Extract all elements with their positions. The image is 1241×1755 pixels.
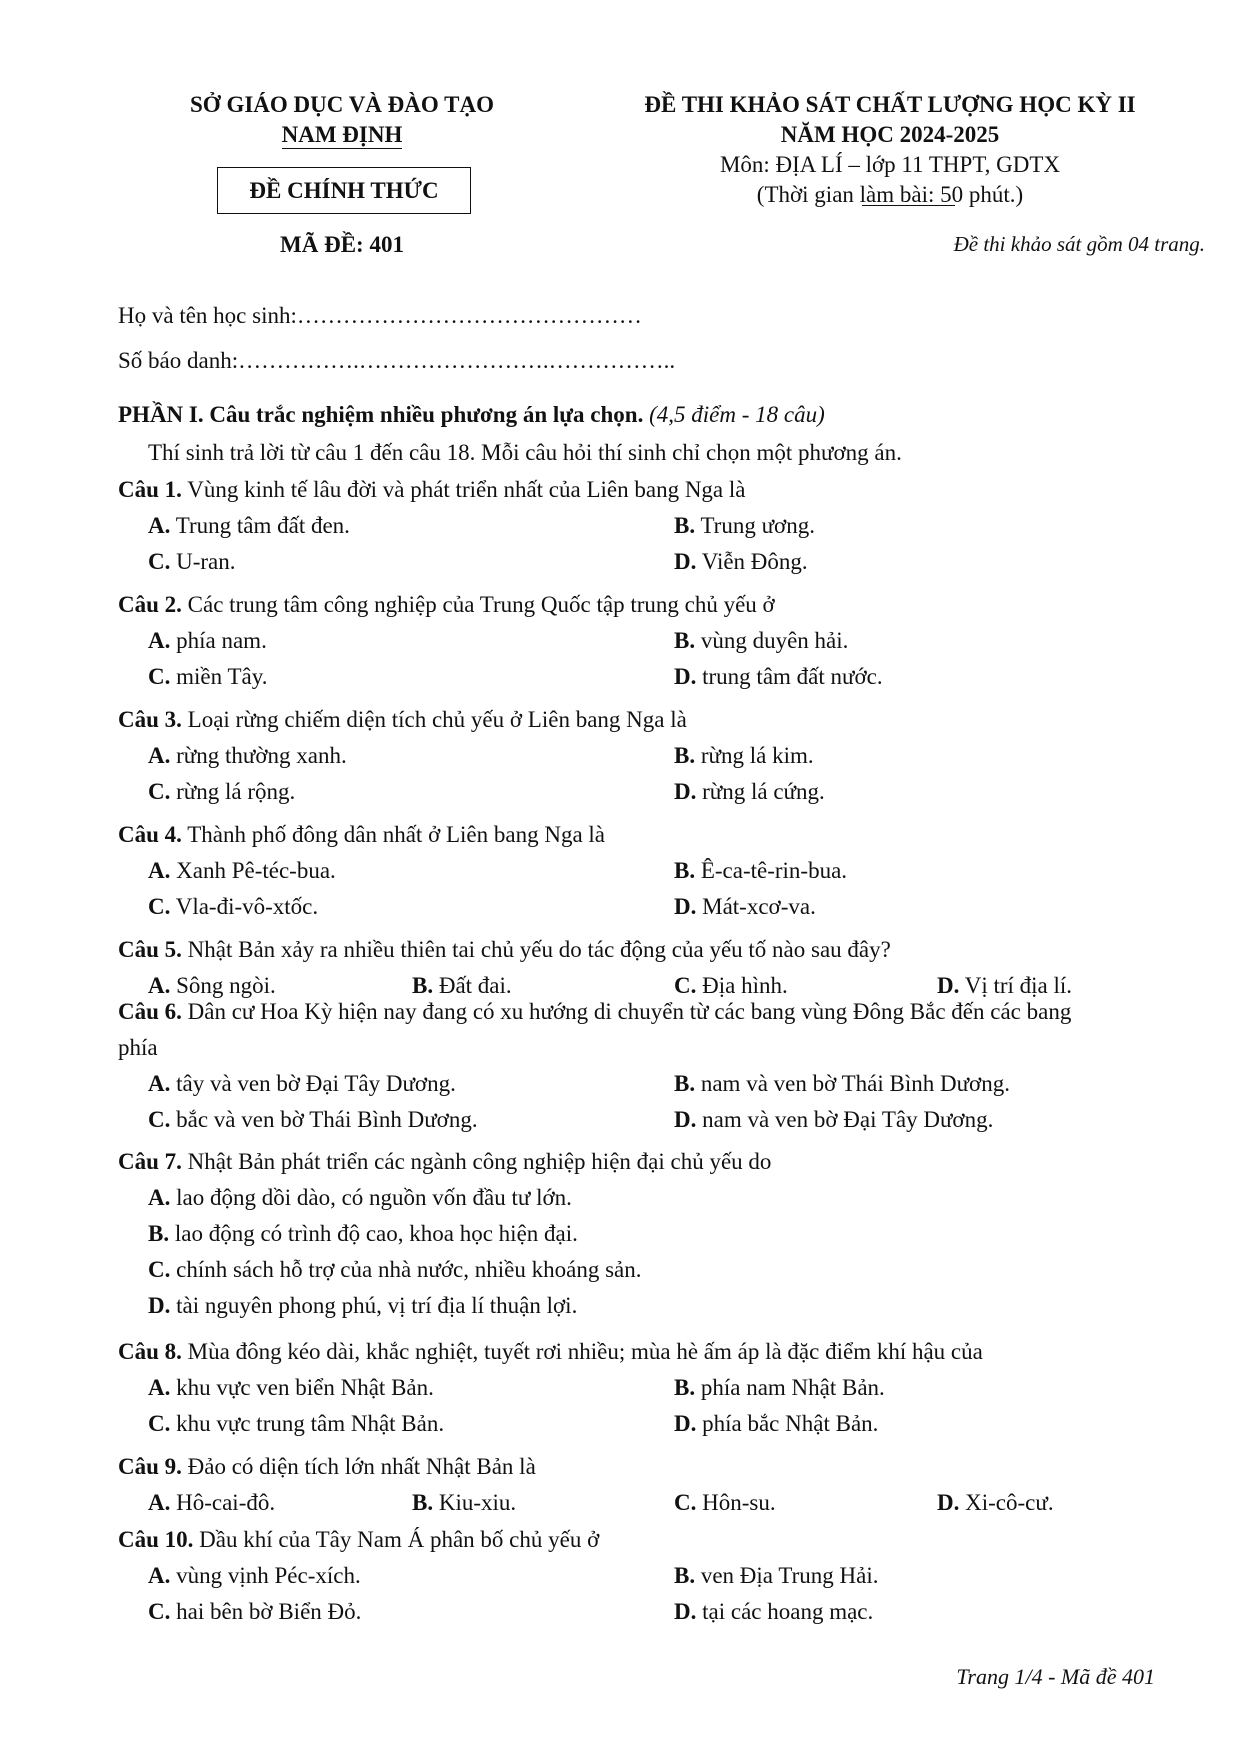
- option-text: vùng vịnh Péc-xích.: [176, 1563, 361, 1588]
- answer-option: [674, 1563, 878, 1589]
- option-text: rừng thường xanh.: [176, 743, 347, 768]
- part-instruction: Thí sinh trả lời từ câu 1 đến câu 18. Mỗi câu hỏi thí sinh chỉ chọn một phương án.: [148, 440, 902, 465]
- answer-option: [148, 1563, 361, 1589]
- answer-option: [148, 1221, 578, 1247]
- answer-option: [412, 973, 512, 999]
- option-key: D.: [937, 973, 960, 998]
- option-key: B.: [674, 513, 696, 538]
- pages-note: Đề thi khảo sát gồm 04 trang.: [953, 232, 1205, 256]
- answer-option: [412, 1490, 516, 1516]
- answer-option: [148, 1490, 275, 1516]
- option-key: A.: [148, 743, 171, 768]
- answer-option: [148, 1071, 456, 1097]
- option-text: rừng lá kim.: [700, 743, 814, 768]
- question-stem: [118, 1527, 599, 1553]
- option-text: vùng duyên hải.: [700, 628, 849, 653]
- answer-option: [148, 1257, 641, 1283]
- question-label: Câu 6.: [118, 999, 182, 1024]
- question-text: Loại rừng chiếm diện tích chủ yếu ở Liên bang Nga là: [187, 707, 687, 732]
- option-key: B.: [674, 1563, 696, 1588]
- answer-option: [674, 1599, 873, 1625]
- answer-option: [937, 973, 1072, 999]
- option-key: C.: [148, 1257, 171, 1282]
- answer-option: [674, 973, 788, 999]
- option-text: Vị trí địa lí.: [964, 973, 1073, 998]
- answer-option: [674, 1411, 878, 1437]
- question-text: Mùa đông kéo dài, khắc nghiệt, tuyết rơi nhiều; mùa hè ấm áp là đặc điểm khí hậu của: [187, 1339, 983, 1364]
- option-text: nam và ven bờ Đại Tây Dương.: [702, 1107, 994, 1132]
- option-key: C.: [148, 1411, 171, 1436]
- question-label: Câu 2.: [118, 592, 182, 617]
- option-key: A.: [148, 628, 171, 653]
- option-key: B.: [412, 1490, 434, 1515]
- answer-option: [674, 664, 883, 690]
- option-text: U-ran.: [176, 549, 236, 574]
- answer-option: [674, 858, 847, 884]
- answer-option: [674, 743, 814, 769]
- answer-option: [148, 779, 295, 805]
- option-text: lao động dồi dào, có nguồn vốn đầu tư lớn.: [176, 1185, 572, 1210]
- answer-option: [148, 664, 267, 690]
- part-score: (4,5 điểm - 18 câu): [649, 402, 825, 427]
- option-text: Sông ngòi.: [176, 973, 276, 998]
- question-text: Các trung tâm công nghiệp của Trung Quốc tập trung chủ yếu ở: [187, 592, 775, 617]
- option-key: D.: [674, 1599, 697, 1624]
- option-text: hai bên bờ Biển Đỏ.: [176, 1599, 362, 1624]
- answer-option: [148, 973, 276, 999]
- question-text: Dầu khí của Tây Nam Á phân bố chủ yếu ở: [199, 1527, 600, 1552]
- option-text: Hôn-su.: [702, 1490, 776, 1515]
- option-key: B.: [674, 858, 696, 883]
- question-text: Nhật Bản xảy ra nhiều thiên tai chủ yếu do tác động của yếu tố nào sau đây?: [187, 937, 891, 962]
- option-key: B.: [674, 628, 696, 653]
- option-text: tài nguyên phong phú, vị trí địa lí thuận lợi.: [176, 1293, 578, 1318]
- option-key: D.: [674, 549, 697, 574]
- question-text: Thành phố đông dân nhất ở Liên bang Nga là: [187, 822, 606, 847]
- answer-option: [674, 1107, 993, 1133]
- question-text: Vùng kinh tế lâu đời và phát triển nhất của Liên bang Nga là: [187, 477, 746, 502]
- option-key: D.: [674, 1411, 697, 1436]
- option-text: khu vực ven biển Nhật Bản.: [176, 1375, 434, 1400]
- department-block: [150, 90, 534, 150]
- answer-option: [148, 549, 236, 575]
- question-label: Câu 10.: [118, 1527, 194, 1552]
- question-label: Câu 9.: [118, 1454, 182, 1479]
- option-text: tại các hoang mạc.: [702, 1599, 874, 1624]
- answer-option: [674, 1490, 776, 1516]
- option-key: C.: [148, 1107, 171, 1132]
- answer-option: [674, 779, 825, 805]
- option-text: Hô-cai-đô.: [176, 1490, 276, 1515]
- student-name-field: Họ và tên học sinh:………………………………………: [118, 303, 642, 328]
- answer-option: [148, 1411, 444, 1437]
- option-key: B.: [674, 1071, 696, 1096]
- option-text: trung tâm đất nước.: [702, 664, 883, 689]
- question-stem: [118, 592, 775, 618]
- option-text: Đất đai.: [438, 973, 512, 998]
- answer-option: [674, 628, 848, 654]
- question-stem: [118, 707, 687, 733]
- page-footer: Trang 1/4 - Mã đề 401: [956, 1664, 1155, 1689]
- question-stem: [118, 937, 891, 963]
- question-text: Dân cư Hoa Kỳ hiện nay đang có xu hướng di chuyển từ các bang vùng Đông Bắc đến các bang: [187, 999, 1072, 1024]
- option-text: chính sách hỗ trợ của nhà nước, nhiều khoáng sản.: [176, 1257, 642, 1282]
- exam-code: MÃ ĐỀ: 401: [280, 232, 404, 257]
- option-key: C.: [148, 779, 171, 804]
- option-key: C.: [148, 549, 171, 574]
- part-title-text: PHẦN I. Câu trắc nghiệm nhiều phương án lựa chọn.: [118, 402, 644, 427]
- question-label: Câu 1.: [118, 477, 182, 502]
- option-key: B.: [412, 973, 434, 998]
- student-id-field: Số báo danh:…………….…………………….……………..: [118, 348, 676, 373]
- option-text: Xi-cô-cư.: [965, 1490, 1054, 1515]
- option-key: C.: [674, 1490, 697, 1515]
- option-text: Mát-xcơ-va.: [702, 894, 816, 919]
- option-key: A.: [148, 973, 171, 998]
- answer-option: [148, 1107, 478, 1133]
- option-text: rừng lá cứng.: [702, 779, 825, 804]
- option-text: Xanh Pê-téc-bua.: [176, 858, 336, 883]
- option-text: bắc và ven bờ Thái Bình Dương.: [176, 1107, 478, 1132]
- option-text: tây và ven bờ Đại Tây Dương.: [176, 1071, 456, 1096]
- option-text: Địa hình.: [702, 973, 788, 998]
- option-key: A.: [148, 1563, 171, 1588]
- option-key: D.: [674, 1107, 697, 1132]
- question-label: Câu 5.: [118, 937, 182, 962]
- province-name: NAM ĐỊNH: [281, 122, 403, 147]
- option-key: C.: [148, 664, 171, 689]
- answer-option: [148, 1599, 361, 1625]
- option-key: D.: [674, 894, 697, 919]
- question-text: Nhật Bản phát triển các ngành công nghiệp hiện đại chủ yếu do: [187, 1149, 772, 1174]
- answer-option: [148, 858, 336, 884]
- answer-option: [148, 1185, 572, 1211]
- option-text: ven Địa Trung Hải.: [700, 1563, 879, 1588]
- option-key: A.: [148, 1071, 171, 1096]
- answer-option: [674, 1375, 885, 1401]
- option-text: nam và ven bờ Thái Bình Dương.: [700, 1071, 1010, 1096]
- question-text-continued: phía: [118, 1035, 158, 1060]
- exam-title: ĐỀ THI KHẢO SÁT CHẤT LƯỢNG HỌC KỲ II: [644, 92, 1136, 117]
- question-label: Câu 8.: [118, 1339, 182, 1364]
- part-title: [118, 402, 825, 428]
- option-text: rừng lá rộng.: [176, 779, 296, 804]
- option-key: B.: [674, 743, 696, 768]
- school-year: NĂM HỌC 2024-2025: [780, 122, 1000, 147]
- question-stem: [118, 822, 605, 848]
- option-key: C.: [674, 973, 697, 998]
- option-text: Kiu-xiu.: [438, 1490, 517, 1515]
- option-text: Viễn Đông.: [701, 549, 808, 574]
- question-stem: [118, 999, 1071, 1025]
- option-key: D.: [937, 1490, 960, 1515]
- option-key: A.: [148, 513, 171, 538]
- option-text: Ê-ca-tê-rin-bua.: [700, 858, 848, 883]
- question-text: Đảo có diện tích lớn nhất Nhật Bản là: [187, 1454, 536, 1479]
- option-key: B.: [674, 1375, 696, 1400]
- answer-option: [148, 513, 350, 539]
- question-label: Câu 3.: [118, 707, 182, 732]
- answer-option: [148, 743, 347, 769]
- time-line: (Thời gian làm bài: 50 phút.): [756, 182, 1024, 207]
- question-stem: [118, 477, 746, 503]
- option-text: lao động có trình độ cao, khoa học hiện đại.: [174, 1221, 578, 1246]
- title-underline: [862, 205, 955, 206]
- option-key: C.: [148, 894, 171, 919]
- option-text: phía nam.: [176, 628, 267, 653]
- option-key: A.: [148, 858, 171, 883]
- question-label: Câu 7.: [118, 1149, 182, 1174]
- department-name: SỞ GIÁO DỤC VÀ ĐÀO TẠO: [190, 92, 494, 117]
- option-key: C.: [148, 1599, 171, 1624]
- option-key: A.: [148, 1375, 171, 1400]
- question-stem: [118, 1149, 771, 1175]
- subject-line: Môn: ĐỊA LÍ – lớp 11 THPT, GDTX: [719, 152, 1061, 177]
- official-badge: ĐỀ CHÍNH THỨC: [217, 167, 471, 214]
- answer-option: [148, 628, 267, 654]
- answer-option: [674, 894, 816, 920]
- answer-option: [674, 549, 808, 575]
- option-text: phía nam Nhật Bản.: [700, 1375, 885, 1400]
- option-key: A.: [148, 1490, 171, 1515]
- option-key: D.: [148, 1293, 171, 1318]
- option-text: Trung tâm đất đen.: [175, 513, 350, 538]
- option-key: A.: [148, 1185, 171, 1210]
- answer-option: [674, 1071, 1010, 1097]
- option-key: D.: [674, 779, 697, 804]
- option-text: Vla-đi-vô-xtốc.: [175, 894, 319, 919]
- answer-option: [148, 1293, 577, 1319]
- answer-option: [148, 1375, 434, 1401]
- answer-option: [674, 513, 815, 539]
- question-stem: [118, 1339, 983, 1365]
- option-text: miền Tây.: [176, 664, 268, 689]
- exam-title-block: [600, 90, 1180, 210]
- answer-option: [148, 894, 318, 920]
- question-stem: [118, 1454, 536, 1480]
- option-text: phía bắc Nhật Bản.: [702, 1411, 879, 1436]
- option-key: D.: [674, 664, 697, 689]
- option-text: Trung ương.: [700, 513, 815, 538]
- option-text: khu vực trung tâm Nhật Bản.: [176, 1411, 445, 1436]
- question-label: Câu 4.: [118, 822, 182, 847]
- option-key: B.: [148, 1221, 170, 1246]
- answer-option: [937, 1490, 1054, 1516]
